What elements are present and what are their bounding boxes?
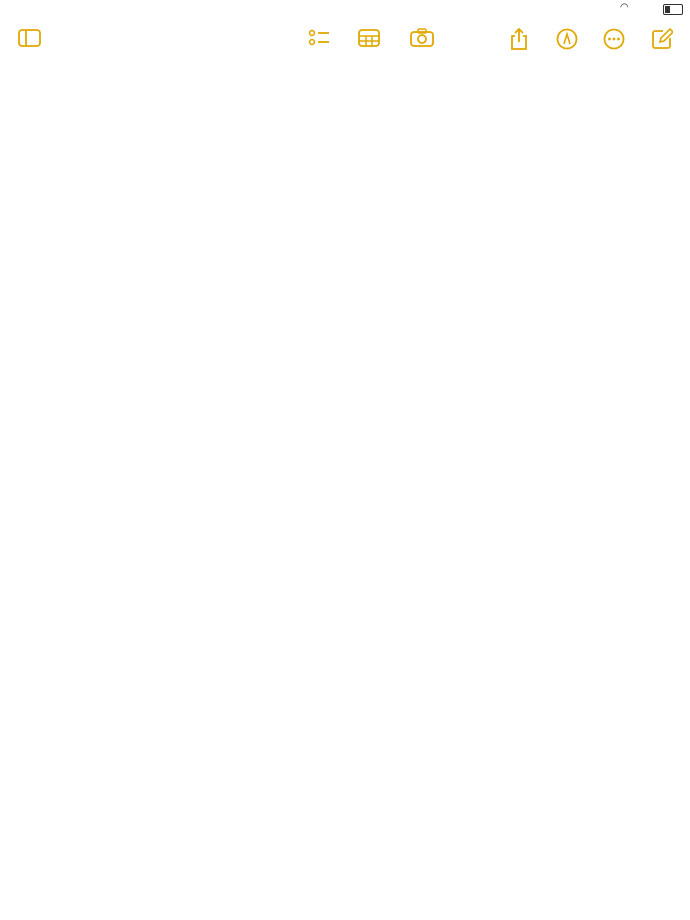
- more-icon[interactable]: [603, 28, 625, 56]
- markup-icon[interactable]: [556, 28, 578, 56]
- table-icon[interactable]: [358, 28, 380, 54]
- checklist-icon[interactable]: [308, 28, 330, 54]
- share-icon[interactable]: [509, 28, 529, 56]
- battery-icon: [663, 4, 683, 15]
- compose-icon[interactable]: [651, 28, 673, 56]
- sidebar-icon[interactable]: [18, 28, 42, 54]
- wifi-icon: ◠: [620, 2, 629, 13]
- notes-toolbar: [0, 22, 690, 56]
- status-time: [6, 3, 12, 14]
- camera-icon[interactable]: [410, 28, 434, 54]
- status-bar: [0, 0, 690, 20]
